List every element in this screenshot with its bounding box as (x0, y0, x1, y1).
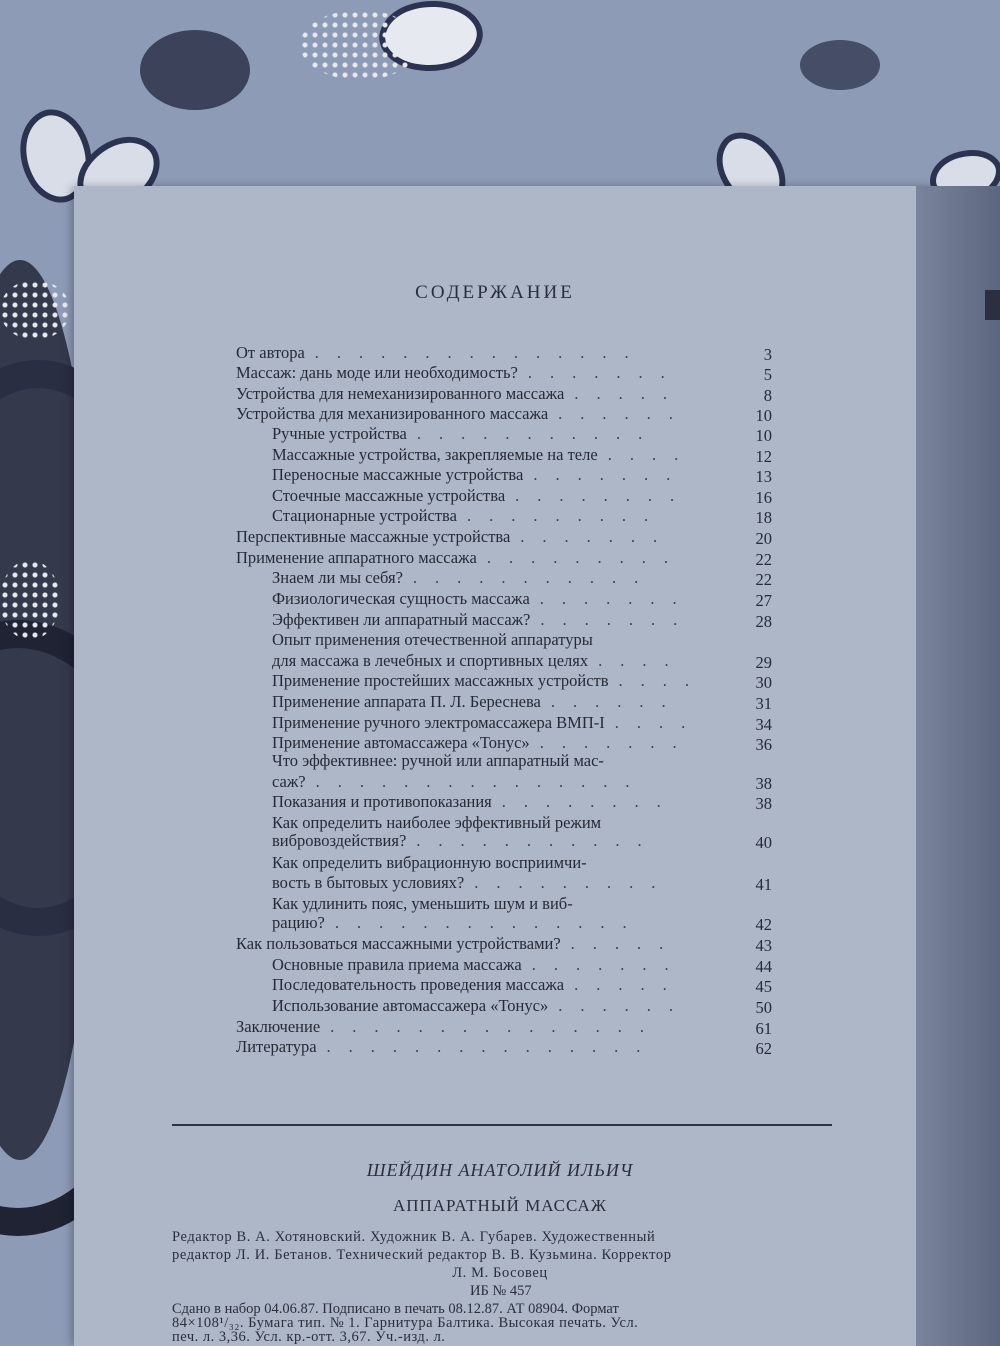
toc-entry-label: вость в бытовых условиях? (272, 873, 465, 892)
toc-leader-dots: ............... (330, 1017, 663, 1036)
toc-entry-label: Применение автомассажера «Тонус» (272, 733, 530, 752)
toc-page-number: 10 (755, 426, 772, 445)
toc-leader-dots: ........... (416, 424, 661, 443)
toc-page-number: 8 (763, 386, 772, 405)
toc-entry-label: Как определить вибрационную восприимчи- (272, 853, 587, 872)
toc-page-number: 16 (755, 488, 772, 507)
toc-title: СОДЕРЖАНИЕ (415, 282, 575, 303)
toc-leader-dots: ...... (550, 692, 684, 711)
toc-leader-dots: ............... (314, 343, 647, 362)
toc-leader-dots: .... (614, 713, 704, 732)
toc-entry-label: Знаем ли мы себя? (272, 568, 403, 587)
toc-page-number: 12 (755, 447, 772, 466)
toc-leader-dots: ........... (412, 568, 657, 587)
toc-page-number: 38 (755, 774, 772, 793)
toc-entry-label: Основные правила приема массажа (272, 955, 522, 974)
toc-leader-dots: ....... (533, 465, 689, 484)
toc-leader-dots: ........... (416, 831, 660, 850)
toc-entry-label: Устройства для механизированного массажа (236, 404, 549, 423)
toc-page-number: 3 (763, 345, 772, 364)
toc-page-number: 5 (763, 365, 772, 384)
toc-leader-dots: ..... (574, 384, 685, 403)
toc-leader-dots: ........ (515, 486, 693, 505)
toc-entry-label: Стационарные устройства (272, 506, 457, 525)
toc-leader-dots: ............... (315, 772, 648, 791)
ib-number: ИБ № 457 (470, 1283, 532, 1299)
toc-entry-label: Переносные массажные устройства (272, 465, 524, 484)
toc-entry-label: Опыт применения отечественной аппаратуры (272, 630, 593, 649)
toc-page-number: 41 (755, 875, 772, 894)
toc-entry-label: Применение простейших массажных устройств (272, 671, 609, 690)
toc-page-number: 29 (755, 653, 772, 672)
toc-leader-dots: ...... (558, 404, 691, 423)
toc-leader-dots: ......... (466, 506, 667, 525)
toc-leader-dots: ....... (540, 610, 696, 629)
toc-page-number: 20 (755, 529, 772, 548)
credits-line: Редактор В. А. Хотяновский. Художник В. А. Губарев. Художественный (172, 1229, 656, 1245)
toc-page-number: 45 (755, 977, 772, 996)
toc-leader-dots: ....... (539, 733, 695, 752)
toc-leader-dots: .... (618, 671, 708, 690)
toc-page-number: 30 (755, 673, 772, 692)
toc-entry-label: Массаж: дань моде или необходимость? (236, 363, 518, 382)
toc-entry-label: Последовательность проведения массажа (272, 975, 565, 994)
print-line: 84×108¹/₃₂. Бумага тип. № 1. Гарнитура Балтика. Высокая печать. Усл. (172, 1315, 639, 1331)
toc-page-number: 13 (755, 467, 772, 486)
toc-page-number: 50 (755, 998, 772, 1017)
toc-page-number: 44 (755, 957, 772, 976)
toc-entry-label: рацию? (272, 913, 325, 932)
toc-leader-dots: ....... (539, 589, 695, 608)
print-line: Сдано в набор 04.06.87. Подписано в печать 08.12.87. АТ 08904. Формат (172, 1301, 619, 1317)
toc-entry-label: От автора (236, 343, 305, 362)
toc-leader-dots: .... (598, 651, 687, 670)
toc-page-number: 22 (755, 550, 772, 569)
toc-entry-label: Использование автомассажера «Тонус» (272, 996, 549, 1015)
toc-entry-label: Физиологическая сущность массажа (272, 589, 530, 608)
toc-entry-label: вибровоздействия? (272, 831, 407, 850)
toc-page-number: 61 (755, 1019, 772, 1038)
toc-page-number: 18 (755, 508, 772, 527)
toc-leader-dots: ...... (558, 996, 691, 1015)
toc-page-number: 34 (755, 715, 772, 734)
toc-leader-dots: ....... (531, 955, 687, 974)
toc-leader-dots: ............... (326, 1037, 659, 1056)
toc-entry-label: Применение ручного электромассажера ВМП-I (272, 713, 605, 732)
toc-entry-label: Как определить наиболее эффективный режим (272, 813, 602, 832)
toc-entry-label: Стоечные массажные устройства (272, 486, 506, 505)
toc-entry-label: Что эффективнее: ручной или аппаратный мас- (272, 751, 604, 770)
toc-entry-label: саж? (272, 772, 306, 791)
toc-page-number: 62 (755, 1039, 772, 1058)
toc-leader-dots: ..... (574, 975, 685, 994)
toc-entry-label: Как удлинить пояс, уменьшить шум и виб- (272, 894, 573, 913)
toc-leader-dots: ......... (474, 873, 674, 892)
toc-leader-dots: .... (607, 445, 697, 464)
toc-entry-label: Показания и противопоказания (272, 792, 492, 811)
book-title: АППАРАТНЫЙ МАССАЖ (392, 1196, 608, 1215)
toc-leader-dots: ....... (527, 363, 683, 382)
credits-line: Л. М. Босовец (452, 1265, 548, 1281)
toc-entry-label: Применение аппарата П. Л. Береснева (272, 692, 541, 711)
toc-leader-dots: ..... (570, 934, 682, 953)
toc-entry-label: Ручные устройства (272, 424, 407, 443)
toc-leader-dots: ....... (520, 527, 676, 546)
toc-entry-label: Массажные устройства, закрепляемые на теле (272, 445, 598, 464)
toc-page-number: 28 (755, 612, 772, 631)
toc-page-number: 38 (755, 794, 772, 813)
toc-leader-dots: ......... (486, 548, 686, 567)
author-name: ШЕЙДИН АНАТОЛИЙ ИЛЬИЧ (366, 1160, 634, 1180)
toc-entry-label: для массажа в лечебных и спортивных целях (272, 651, 589, 670)
print-line: печ. л. 3,36. Усл. кр.-отт. 3,67. Уч.-изд. л. (172, 1329, 446, 1345)
divider-rule (172, 1124, 832, 1126)
toc-entry-label: Перспективные массажные устройства (236, 527, 511, 546)
toc-page-number: 43 (755, 936, 772, 955)
toc-entry-label: Применение аппаратного массажа (236, 548, 477, 567)
toc-entry-label: Устройства для немеханизированного массажа (236, 384, 565, 403)
toc-entry-label: Литература (236, 1037, 317, 1056)
credits-line: редактор Л. И. Бетанов. Технический редактор В. В. Кузьмина. Корректор (172, 1247, 672, 1263)
toc-page-number: 36 (755, 735, 772, 754)
toc-page-number: 27 (755, 591, 772, 610)
toc-page-number: 42 (755, 915, 772, 934)
toc-page-number: 10 (755, 406, 772, 425)
toc-entry-label: Заключение (236, 1017, 321, 1036)
toc-page-number: 40 (755, 833, 772, 852)
toc-page-number: 22 (755, 570, 772, 589)
toc-page-number: 31 (755, 694, 772, 713)
toc-entry-label: Как пользоваться массажными устройствами? (236, 934, 561, 953)
toc-leader-dots: ........ (501, 792, 679, 811)
toc-leader-dots: .............. (334, 913, 645, 932)
toc-entry-label: Эффективен ли аппаратный массаж? (272, 610, 531, 629)
